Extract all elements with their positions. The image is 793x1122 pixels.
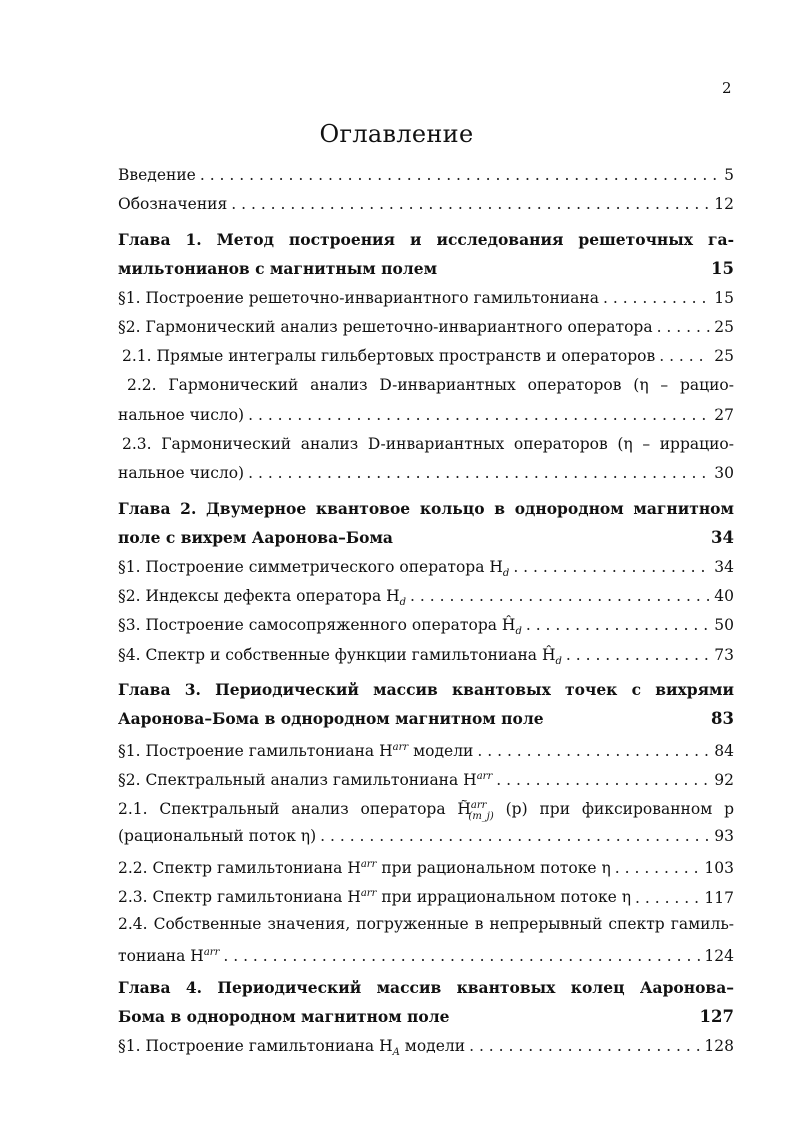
leader-dots [603,287,710,309]
toc-entry-ch3-s23[interactable] [118,883,734,912]
leader-dots [657,316,711,338]
toc-entry-label-line2: (рациональный поток η) [118,826,317,845]
toc-entry-ch2-s1[interactable] [118,556,734,585]
leader-dots [248,462,710,484]
toc-entry-page: 128 [704,1037,734,1056]
toc-entry-label: 2.1. Прямые интегралы гильбертовых пространств и операторов [122,347,656,366]
toc-entry-page: 73 [714,645,734,664]
toc-entry-label: §1. Построение гамильтониана $H^{arr}$ модели [118,741,474,761]
toc-entry-page: 93 [714,826,734,845]
leader-dots [513,556,710,578]
toc-entry-ch3-s21[interactable] [118,795,734,854]
page-number: 2 [722,79,732,97]
toc-entry-label-line2: нальное число) [118,405,245,424]
leader-dots [566,644,710,666]
chapter-heading-line2: Ааронова–Бома в однородном магнитном поле [118,708,544,728]
toc-entry-page: 40 [714,586,734,605]
toc-entry-page: 5 [724,166,734,184]
toc-entry-page: 15 [714,288,734,307]
toc-entry-page: 50 [714,616,734,635]
toc-entry-page: 92 [714,771,734,790]
toc-entry-line2-row [118,942,734,971]
chapter-heading-line1: Глава 4. Периодический массив квантовых колец Ааронова– [118,978,734,998]
toc-entry-page: 25 [714,347,734,366]
chapter-heading-line2: поле с вихрем Ааронова–Бома [118,527,393,547]
leader-dots [469,1035,700,1057]
toc-entry-ch3-s2[interactable] [118,766,734,795]
toc-entry-line2-row [118,404,734,433]
toc-entry-label-line2: нальное число) [118,464,245,483]
leader-dots [659,345,710,367]
toc-entry-ch2-s4[interactable] [118,644,734,673]
leader-dots [320,825,710,847]
toc-entry-label-line1: 2.4. Собственные значения, погруженные в непрерывный спектр гамиль- [118,914,734,933]
toc-entry-ch2-s3[interactable] [118,614,734,643]
toc-entry-ch1-s1[interactable] [118,287,734,316]
toc-entry-ch3-s1[interactable] [118,737,734,766]
toc-entry-label-line1: 2.2. Гармонический анализ D-инвариантных операторов (η – рацио- [127,376,734,395]
toc-entry-label: §1. Построение симметрического оператора $H_d$ [118,557,510,579]
toc-entry-ch2-s2[interactable] [118,585,734,614]
toc-entry-page: 34 [714,557,734,576]
toc-entry-ch1-s22[interactable] [118,374,734,433]
toc-entry-label: 2.3. Спектр гамильтониана $H^{arr}$ при иррациональном потоке η [118,888,632,907]
chapter-2-heading[interactable] [118,498,734,556]
leader-dots [223,945,700,967]
toc-entry-ch3-s24[interactable] [118,913,734,972]
leader-dots [615,857,701,879]
leader-dots [200,164,720,186]
toc-entry-label: Обозначения [118,195,228,214]
toc-entry-label: §2. Гармонический анализ решеточно-инвариантного оператора [118,317,653,336]
toc-entry-line2-row [118,462,734,491]
toc-entry-ch1-s23[interactable] [118,433,734,492]
toc-entry-label: 2.2. Спектр гамильтониана $H^{arr}$ при рациональном потоке η [118,859,611,878]
toc-entry-page: 25 [714,317,734,336]
page-title: Оглавление [319,120,474,148]
toc-entry-notation[interactable] [118,193,734,222]
leader-dots [410,585,710,607]
leader-dots [231,193,710,215]
table-of-contents [118,164,734,1065]
toc-entry-page: 124 [704,947,734,966]
leader-dots [496,769,710,791]
toc-entry-label-line1: 2.3. Гармонический анализ D-инвариантных операторов (η – иррацио- [122,435,734,454]
chapter-heading-line1: Глава 1. Метод построения и исследования решеточных га- [118,229,734,249]
toc-entry-page: 27 [714,405,734,424]
chapter-heading-line2-row [118,708,734,737]
chapter-heading-line2: мильтонианов с магнитным полем [118,258,438,278]
toc-entry-page: 117 [704,888,734,907]
toc-entry-ch4-s1[interactable] [118,1035,734,1064]
toc-entry-page: 30 [714,464,734,483]
leader-dots [477,740,710,762]
chapter-heading-line2-row [118,258,734,287]
leader-dots [635,887,700,909]
toc-entry-label: §2. Спектральный анализ гамильтониана $H^{arr}$ [118,771,493,790]
toc-entry-label: Введение [118,166,196,184]
chapter-page: 15 [711,258,734,278]
toc-entry-ch1-s2[interactable] [118,316,734,345]
toc-entry-line2-row [118,825,734,854]
chapter-page: 83 [711,708,734,728]
leader-dots [526,614,710,636]
toc-entry-page: 103 [704,859,734,878]
toc-entry-label: §1. Построение гамильтониана $H_A$ модели [118,1037,466,1059]
toc-entry-page: 12 [714,195,734,214]
toc-entry-label-line2: тониана $H^{arr}$ [118,946,220,966]
toc-entry-label: §1. Построение решеточно-инвариантного гамильтониана [118,288,599,307]
chapter-page: 127 [699,1007,734,1027]
toc-entry-intro[interactable] [118,164,734,193]
toc-entry-ch1-s21[interactable] [118,345,734,374]
toc-entry-ch3-s22[interactable] [118,854,734,883]
toc-entry-label: §3. Построение самосопряженного оператора $Ĥ_d$ [118,616,522,638]
chapter-page: 34 [711,527,734,547]
toc-entry-label-line1: 2.1. Спектральный анализ оператора H̃$^{arr}_{(m\_j)}$ (p) при фиксированном p [118,800,734,822]
leader-dots [248,404,710,426]
chapter-heading-line1: Глава 3. Периодический массив квантовых точек с вихрями [118,679,734,699]
chapter-1-heading[interactable] [118,229,734,287]
toc-entry-page: 84 [714,742,734,761]
chapter-3-heading[interactable] [118,679,734,737]
chapter-heading-line2-row [118,1006,734,1035]
chapter-heading-line1: Глава 2. Двумерное квантовое кольцо в однородном магнитном [118,498,734,518]
toc-entry-label: §4. Спектр и собственные функции гамильтониана $Ĥ_d$ [118,645,562,667]
chapter-heading-line2: Бома в однородном магнитном поле [118,1007,450,1027]
chapter-4-heading[interactable] [118,977,734,1035]
chapter-heading-line2-row [118,527,734,556]
toc-entry-label: §2. Индексы дефекта оператора $H_d$ [118,586,407,609]
